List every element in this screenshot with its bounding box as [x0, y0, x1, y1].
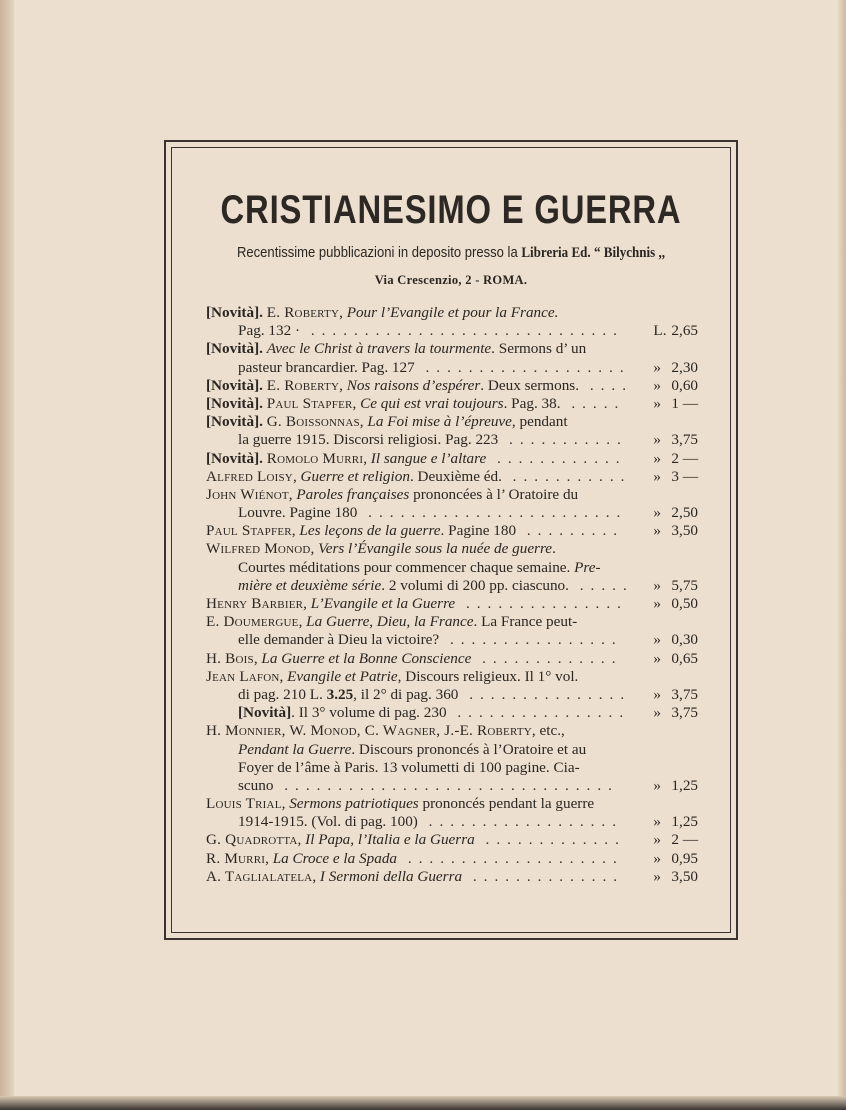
entry-line	[206, 704, 698, 722]
text-run: Il sangue e l’altare	[370, 449, 487, 467]
list-item	[206, 340, 698, 376]
price	[636, 450, 698, 468]
entry-text	[238, 431, 498, 448]
entry-line	[206, 450, 698, 468]
entry-line	[206, 759, 698, 777]
entry-text	[206, 522, 516, 539]
entry-line	[206, 595, 698, 613]
text-run: ,	[265, 849, 273, 867]
text-run: [Novità].	[206, 304, 267, 321]
entry-text	[206, 595, 455, 612]
text-run: Evangile et Patrie	[287, 667, 398, 685]
price-currency: L.	[653, 322, 667, 340]
text-run: L’Evangile et la Guerre	[310, 595, 456, 612]
page-bottom-edge	[0, 1096, 846, 1110]
leader-dots: ...............	[458, 685, 632, 703]
list-item	[206, 595, 698, 613]
entry-text	[206, 340, 586, 357]
text-run: . Sermons d’ un	[491, 340, 587, 358]
subtitle-prefix: Recentissime pubblicazioni in deposito presso la	[236, 245, 518, 261]
price-value: 2,50	[671, 504, 698, 522]
leader-dots: .............	[471, 649, 623, 667]
text-run: [Novità].	[206, 449, 267, 467]
price	[636, 831, 698, 849]
leader-dots: ............	[486, 449, 627, 467]
entry-text	[206, 668, 578, 685]
entry-text	[238, 686, 458, 703]
book-list	[206, 304, 698, 886]
leader-dots: ...........	[498, 431, 628, 449]
text-run: E. Doumergue	[206, 613, 299, 631]
entry-line	[206, 777, 698, 795]
list-item	[206, 450, 698, 468]
price-value: 3 —	[671, 467, 698, 485]
entry-line	[206, 431, 698, 449]
text-run: I Sermoni della Guerra	[319, 867, 463, 885]
text-run: R. Murri	[206, 849, 266, 867]
price-currency: »	[653, 649, 662, 667]
text-run: Paul Stapfer	[206, 522, 292, 540]
text-run: Alfred Loisy	[206, 467, 293, 485]
entry-text	[206, 486, 578, 503]
leader-dots: .........	[516, 522, 625, 540]
text-run: Louvre. Pagine 180	[238, 504, 358, 522]
entry-line	[206, 668, 698, 686]
text-run: ,	[303, 595, 311, 612]
entry-text	[238, 322, 300, 339]
text-run: pasteur brancardier. Pag. 127	[238, 358, 415, 376]
leader-dots: .....	[568, 576, 634, 594]
text-run: [Novità].	[206, 394, 267, 412]
text-run: La Croce e la Spada	[272, 849, 398, 867]
text-run: ,	[363, 449, 371, 467]
price	[636, 868, 698, 886]
leader-dots: ...............	[455, 595, 628, 612]
entry-line	[206, 540, 698, 558]
text-run: G. Boissonnas	[266, 413, 360, 431]
text-run: Pour l’Evangile et pour la France.	[346, 304, 559, 321]
entry-text	[206, 613, 577, 630]
price-value: 5,75	[671, 576, 698, 594]
text-run: [Novità].	[206, 340, 267, 358]
entry-line	[206, 686, 698, 704]
entry-text	[206, 304, 558, 321]
price	[636, 686, 698, 704]
entry-line	[206, 741, 698, 759]
text-run: ,	[288, 485, 297, 503]
entry-line	[206, 795, 698, 813]
advertisement-frame	[164, 140, 738, 940]
price-currency: »	[653, 576, 662, 594]
price-value: 3,75	[671, 704, 698, 722]
text-run: Foyer de l’âme à Paris. 13 volumetti di 100 pagine. Cia-	[238, 758, 580, 776]
text-run: Jean Lafon	[206, 667, 280, 685]
entry-line	[206, 631, 698, 649]
entry-line	[206, 559, 698, 577]
leader-dots: ...........	[501, 467, 632, 485]
list-item	[206, 650, 698, 668]
entry-line	[206, 831, 698, 849]
list-item	[206, 468, 698, 486]
entry-text	[238, 504, 357, 521]
entry-line	[206, 377, 698, 395]
leader-dots: ...................	[414, 358, 631, 376]
text-run: . Pagine 180	[440, 522, 517, 540]
text-run: ,	[359, 413, 368, 431]
list-item	[206, 413, 698, 449]
entry-line	[206, 359, 698, 377]
text-run: 1914-1915. (Vol. di pag. 100)	[238, 813, 418, 831]
page-title: CRISTIANESIMO E GUERRA	[220, 188, 682, 232]
entry-text	[238, 359, 415, 376]
price-currency: »	[653, 831, 662, 849]
text-run: Wilfred Monod	[206, 540, 311, 558]
entry-text	[238, 559, 601, 576]
entry-line	[206, 722, 698, 740]
price-currency: »	[653, 376, 662, 394]
price-currency: »	[653, 358, 662, 376]
text-run: La Guerre et la Bonne Conscience	[261, 649, 472, 667]
text-run: La Foi mise à l’épreuve	[367, 413, 512, 431]
price-currency: »	[653, 595, 662, 612]
entry-line	[206, 304, 698, 322]
list-item	[206, 486, 698, 522]
text-run: . 2 volumi di 200 pp. ciascuno.	[381, 576, 569, 594]
list-item	[206, 395, 698, 413]
list-item	[206, 850, 698, 868]
entry-text	[238, 813, 418, 830]
entry-text	[206, 450, 486, 467]
text-run: E. Roberty	[266, 304, 340, 321]
entry-text	[206, 850, 397, 867]
price-value: 0,65	[671, 649, 698, 667]
price	[636, 777, 698, 795]
entry-line	[206, 868, 698, 886]
price-value: 2,65	[671, 322, 698, 340]
text-run: la guerre 1915. Discorsi religiosi. Pag. 223	[238, 431, 499, 449]
text-run: Il Papa, l’Italia e la Guerra	[305, 831, 475, 849]
text-run: . Pag. 38.	[503, 394, 561, 412]
text-run: prononcés pendant la guerre	[418, 795, 595, 813]
text-run: 3.25	[326, 685, 354, 703]
text-run: ,	[281, 795, 290, 813]
leader-dots: ....................	[397, 849, 624, 867]
price-value: 3,75	[671, 685, 698, 703]
leader-dots: ................	[439, 631, 623, 649]
list-item	[206, 377, 698, 395]
text-run: Paul Stapfer	[266, 394, 353, 412]
subtitle-publisher: Libreria Ed. “ Bilychnis ,,	[521, 245, 666, 261]
text-run: . Deuxième éd.	[409, 467, 502, 485]
price	[636, 577, 698, 595]
text-run: mière et deuxième série	[238, 576, 382, 594]
list-item	[206, 831, 698, 849]
text-run: G. Quadrotta	[206, 831, 298, 849]
text-run: prononcées à l’ Oratoire du	[409, 485, 579, 503]
price-value: 0,50	[671, 595, 698, 612]
text-run: Pre-	[574, 558, 601, 576]
price	[636, 377, 698, 395]
price-currency: »	[653, 849, 662, 867]
price	[636, 631, 698, 649]
list-item	[206, 613, 698, 649]
list-item	[206, 304, 698, 340]
entry-text	[206, 722, 565, 739]
text-run: Pag. 132 ·	[238, 322, 301, 340]
entry-line	[206, 650, 698, 668]
entry-text	[206, 650, 471, 667]
list-item	[206, 522, 698, 540]
entry-line	[206, 850, 698, 868]
price-value: 3,75	[671, 431, 698, 449]
entry-text	[206, 413, 568, 430]
entry-line	[206, 504, 698, 522]
text-run: Sermons patriotiques	[289, 795, 419, 813]
price	[636, 595, 698, 613]
entry-text	[238, 741, 586, 758]
entry-text	[206, 395, 561, 412]
text-run: ,	[292, 467, 301, 485]
text-run: Les leçons de la guerre	[299, 522, 441, 540]
price-value: 1 —	[671, 394, 698, 412]
text-run: E. Roberty	[266, 376, 340, 394]
text-run: Courtes méditations pour commencer chaque semaine.	[238, 558, 575, 576]
price-value: 2 —	[671, 831, 698, 849]
entry-line	[206, 340, 698, 358]
price	[636, 704, 698, 722]
text-run: Pendant la Guerre	[238, 740, 352, 758]
text-run: ,	[312, 867, 320, 885]
text-run: . La France peut-	[473, 613, 578, 631]
price-value: 2 —	[671, 449, 698, 467]
list-item	[206, 540, 698, 595]
price-value: 0,30	[671, 631, 698, 649]
text-run: H. Monnier, W. Monod, C. Wagner, J.-E. Roberty	[206, 722, 532, 740]
text-run: ,	[298, 613, 307, 631]
price-currency: »	[653, 467, 662, 485]
price	[636, 322, 698, 340]
page-right-edge	[838, 0, 846, 1110]
text-run: Romolo Murri	[266, 449, 364, 467]
entry-text	[238, 759, 580, 776]
text-run: elle demander à Dieu la victoire?	[238, 631, 440, 649]
text-run: [Novità].	[206, 413, 267, 431]
price-value: 0,60	[671, 376, 698, 394]
entry-line	[206, 413, 698, 431]
entry-text	[206, 468, 502, 485]
price	[636, 468, 698, 486]
text-run: [Novità]	[238, 704, 292, 722]
entry-line	[206, 486, 698, 504]
text-run: Henry Barbier	[206, 595, 304, 612]
price-currency: »	[653, 449, 662, 467]
price-currency: »	[653, 431, 662, 449]
leader-dots: ....	[579, 376, 633, 394]
text-run: Avec le Christ à travers la tourmente	[266, 340, 492, 358]
price	[636, 359, 698, 377]
text-run: di pag. 210 L.	[238, 685, 327, 703]
text-run: Paroles françaises	[296, 485, 410, 503]
entry-line	[206, 395, 698, 413]
leader-dots: ...............................	[273, 776, 619, 794]
text-run: Guerre et religion	[300, 467, 410, 485]
entry-text	[238, 777, 273, 794]
entry-line	[206, 577, 698, 595]
leader-dots: ..............	[462, 867, 625, 885]
price-value: 0,95	[671, 849, 698, 867]
text-run: , pendant	[511, 413, 568, 431]
text-run: Vers l’Évangile sous la nuée de guerre	[318, 540, 553, 558]
price-value: 2,30	[671, 358, 698, 376]
entry-text	[206, 377, 579, 394]
list-item	[206, 868, 698, 886]
text-run: ,	[352, 394, 361, 412]
text-run: , etc.,	[531, 722, 565, 740]
text-run: . Discours prononcés à l’Oratoire et au	[351, 740, 587, 758]
entry-text	[238, 577, 569, 594]
entry-text	[238, 704, 447, 721]
leader-dots: .............................	[300, 322, 624, 340]
text-run: ,	[291, 522, 300, 540]
text-run: . Deux sermons.	[480, 376, 580, 394]
entry-text	[206, 540, 556, 557]
price-currency: »	[653, 776, 662, 794]
entry-text	[206, 795, 594, 812]
text-run: Nos raisons d’espérer	[346, 376, 481, 394]
text-run: Louis Trial	[206, 795, 282, 813]
entry-line	[206, 813, 698, 831]
text-run: John Wiénot	[206, 485, 289, 503]
price	[636, 850, 698, 868]
entry-line	[206, 468, 698, 486]
text-run: ,	[253, 649, 262, 667]
price-currency: »	[653, 522, 662, 540]
binding-edge	[0, 0, 14, 1110]
price-currency: »	[653, 867, 662, 885]
list-item	[206, 668, 698, 723]
leader-dots: ..................	[417, 813, 623, 831]
entry-line	[206, 613, 698, 631]
entry-text	[206, 868, 462, 885]
text-run: , Discours religieux. Il 1° vol.	[397, 667, 579, 685]
price-currency: »	[653, 685, 662, 703]
entry-text	[206, 831, 475, 848]
price-currency: »	[653, 394, 662, 412]
list-item	[206, 722, 698, 795]
text-run: ,	[339, 304, 347, 321]
text-run: ,	[279, 667, 288, 685]
text-run: A. Taglialatela	[206, 867, 313, 885]
text-run: . Il 3° volume di pag. 230	[291, 704, 447, 722]
price-value: 1,25	[671, 813, 698, 831]
price	[636, 650, 698, 668]
leader-dots: .....	[560, 394, 626, 412]
text-run: ,	[297, 831, 306, 849]
text-run: .	[552, 540, 556, 558]
leader-dots: ........................	[357, 504, 628, 522]
price-value: 3,50	[671, 867, 698, 885]
entry-text	[238, 631, 439, 648]
price	[636, 813, 698, 831]
price-value: 1,25	[671, 776, 698, 794]
text-run: scuno	[238, 776, 274, 794]
leader-dots: .............	[474, 831, 626, 849]
text-run: H. Bois	[206, 649, 254, 667]
price	[636, 504, 698, 522]
list-item	[206, 795, 698, 831]
text-run: , il 2° di pag. 360	[353, 685, 459, 703]
publisher-address: Via Crescenzio, 2 - ROMA.	[374, 273, 528, 287]
leader-dots: ................	[446, 704, 631, 722]
text-run: Ce qui est vrai toujours	[360, 394, 504, 412]
price-currency: »	[653, 631, 662, 649]
text-run: ,	[339, 376, 347, 394]
price	[636, 431, 698, 449]
text-run: La Guerre, Dieu, la France	[306, 613, 474, 631]
text-run: [Novità].	[206, 376, 267, 394]
price-currency: »	[653, 813, 662, 831]
price	[636, 395, 698, 413]
subtitle	[195, 245, 708, 262]
text-run: ,	[310, 540, 319, 558]
entry-line	[206, 522, 698, 540]
price-currency: »	[653, 704, 662, 722]
entry-line	[206, 322, 698, 340]
price	[636, 522, 698, 540]
price-value: 3,50	[671, 522, 698, 540]
price-currency: »	[653, 504, 662, 522]
